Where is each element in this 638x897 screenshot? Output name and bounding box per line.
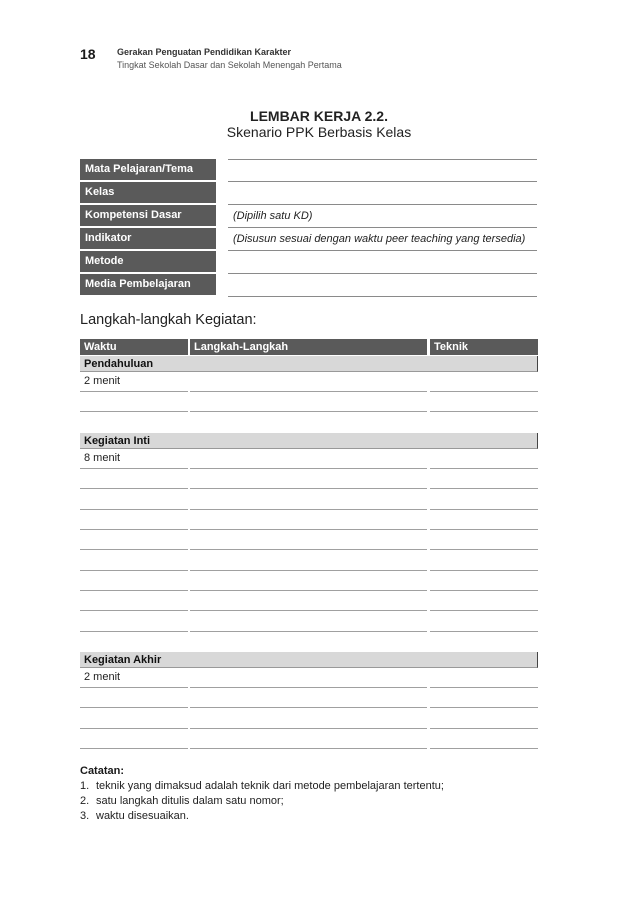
row-line	[80, 509, 188, 510]
time-pendahuluan: 2 menit	[84, 375, 121, 387]
row-line	[430, 631, 538, 632]
row-line	[430, 529, 538, 530]
note-text: waktu disesuaikan.	[96, 810, 189, 822]
label-indikator: Indikator	[80, 228, 216, 249]
row-line	[190, 748, 427, 749]
row-line	[190, 687, 427, 688]
row-line	[190, 391, 427, 392]
row-line	[430, 707, 538, 708]
steps-section-title: Langkah-langkah Kegiatan:	[80, 312, 257, 328]
note-text: satu langkah ditulis dalam satu nomor;	[96, 795, 284, 807]
row-line	[80, 707, 188, 708]
running-header-title: Gerakan Penguatan Pendidikan Karakter	[117, 47, 292, 57]
field-line	[228, 250, 537, 251]
row-line	[80, 529, 188, 530]
group-kegiatan-inti: Kegiatan Inti	[80, 433, 538, 449]
row-line	[80, 549, 188, 550]
note-text: teknik yang dimaksud adalah teknik dari metode pembelajaran tertentu;	[96, 780, 444, 792]
label-mata-pelajaran: Mata Pelajaran/Tema	[80, 159, 216, 180]
label-metode: Metode	[80, 251, 216, 272]
note-number: 2.	[80, 795, 90, 807]
row-line	[430, 549, 538, 550]
row-line	[80, 748, 188, 749]
row-line	[190, 728, 427, 729]
row-line	[430, 488, 538, 489]
label-media-pembelajaran: Media Pembelajaran	[80, 274, 216, 295]
row-line	[80, 631, 188, 632]
field-line	[228, 273, 537, 274]
note-number: 3.	[80, 810, 90, 822]
row-line	[430, 728, 538, 729]
column-header-waktu: Waktu	[80, 339, 188, 355]
row-line	[80, 728, 188, 729]
row-line	[80, 687, 188, 688]
worksheet-subtitle: Skenario PPK Berbasis Kelas	[226, 124, 412, 140]
row-line	[430, 590, 538, 591]
field-line	[228, 296, 537, 297]
row-line	[190, 590, 427, 591]
row-line	[190, 570, 427, 571]
row-line	[430, 610, 538, 611]
row-line	[190, 549, 427, 550]
label-kelas: Kelas	[80, 182, 216, 203]
row-line	[430, 509, 538, 510]
row-line	[80, 411, 188, 412]
row-line	[430, 570, 538, 571]
note-item	[80, 810, 189, 822]
running-header-subtitle: Tingkat Sekolah Dasar dan Sekolah Menengah Pertama	[117, 60, 342, 70]
group-pendahuluan: Pendahuluan	[80, 356, 538, 372]
row-line	[80, 391, 188, 392]
column-header-teknik: Teknik	[430, 339, 538, 355]
row-line	[80, 610, 188, 611]
field-line	[228, 181, 537, 182]
note-number: 1.	[80, 780, 90, 792]
row-line	[190, 529, 427, 530]
group-kegiatan-akhir: Kegiatan Akhir	[80, 652, 538, 668]
row-line	[80, 570, 188, 571]
page-number: 18	[80, 46, 96, 62]
row-line	[80, 488, 188, 489]
row-line	[190, 509, 427, 510]
field-line	[228, 204, 537, 205]
row-line	[190, 610, 427, 611]
note-item	[80, 780, 444, 792]
field-line	[228, 159, 537, 160]
row-line	[430, 687, 538, 688]
notes-title: Catatan:	[80, 765, 125, 777]
row-line	[190, 707, 427, 708]
note-item	[80, 795, 284, 807]
row-line	[430, 748, 538, 749]
kompetensi-dasar-value: (Dipilih satu KD)	[233, 210, 313, 222]
row-line	[190, 631, 427, 632]
row-line	[190, 468, 427, 469]
time-kegiatan-inti: 8 menit	[84, 452, 121, 464]
worksheet-title: LEMBAR KERJA 2.2.	[250, 108, 388, 124]
time-kegiatan-akhir: 2 menit	[84, 671, 121, 683]
row-line	[430, 468, 538, 469]
row-line	[190, 411, 427, 412]
row-line	[430, 411, 538, 412]
row-line	[80, 468, 188, 469]
column-header-langkah: Langkah-Langkah	[190, 339, 427, 355]
row-line	[80, 590, 188, 591]
row-line	[190, 488, 427, 489]
field-line	[228, 227, 537, 228]
row-line	[430, 391, 538, 392]
indikator-value: (Disusun sesuai dengan waktu peer teaching yang tersedia)	[233, 233, 526, 245]
label-kompetensi-dasar: Kompetensi Dasar	[80, 205, 216, 226]
